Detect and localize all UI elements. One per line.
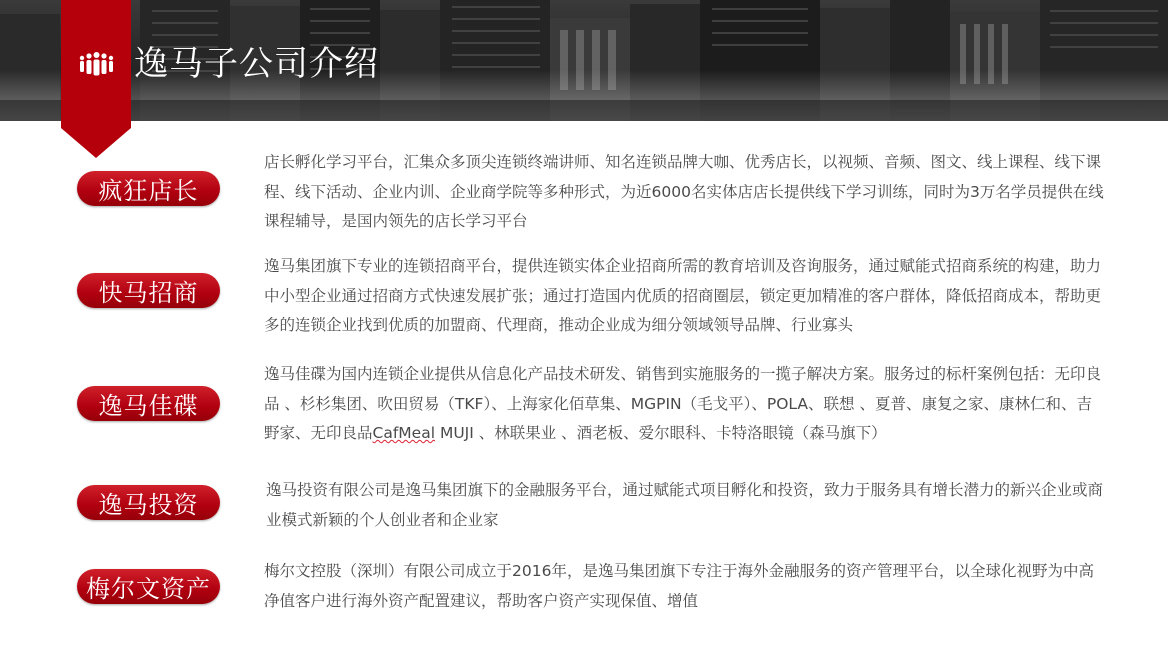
title-ribbon bbox=[61, 0, 131, 158]
description-text: 逸马佳碟为国内连锁企业提供从信息化产品技术研发、销售到实施服务的一揽子解决方案。服务过的标杆案例包括：无印良品 、杉杉集团、吹田贸易（TKF）、上海家化佰草集、MGPIN（毛戈平）、POLA、联想 、夏普、康复之家、康林仁和、吉野家、无印良品 bbox=[264, 365, 1102, 442]
section-description bbox=[264, 360, 1106, 449]
section-description: 店长孵化学习平台，汇集众多顶尖连锁终端讲师、知名连锁品牌大咖、优秀店长，以视频、音频、图文、线上课程、线下课程、线下活动、企业内训、企业商学院等多种形式，为近6000名实体店店长提供线下学习训练，同时为3万名学员提供在线课程辅导，是国内领先的店长学习平台 bbox=[264, 153, 1104, 230]
page-title: 逸马子公司介绍 bbox=[134, 44, 379, 84]
spellcheck-marked-word: CafMeal bbox=[372, 424, 436, 442]
section-label: 快马招商 bbox=[77, 273, 220, 308]
section-label: 逸马佳碟 bbox=[77, 386, 220, 421]
section-description: 梅尔文控股（深圳）有限公司成立于2016年，是逸马集团旗下专注于海外金融服务的资产管理平台，以全球化视野为中高净值客户进行海外资产配置建议，帮助客户资产实现保值、增值 bbox=[264, 562, 1094, 610]
section-label: 疯狂店长 bbox=[77, 171, 220, 206]
description-text: MUJI 、林联果业 、酒老板、爱尔眼科、卡特洛眼镜（森马旗下） bbox=[435, 424, 887, 442]
section-label: 逸马投资 bbox=[77, 485, 220, 520]
section-description: 逸马投资有限公司是逸马集团旗下的金融服务平台，通过赋能式项目孵化和投资，致力于服务具有增长潜力的新兴企业或商业模式新颖的个人创业者和企业家 bbox=[266, 481, 1104, 529]
people-group-icon bbox=[78, 51, 115, 77]
section-description: 逸马集团旗下专业的连锁招商平台，提供连锁实体企业招商所需的教育培训及咨询服务，通过赋能式招商系统的构建，助力中小型企业通过招商方式快速发展扩张；通过打造国内优质的招商圈层，锁定更加精准的客户群体，降低招商成本，帮助更多的连锁企业找到优质的加盟商、代理商，推动企业成为细分领域领导品牌、行业寡头 bbox=[264, 257, 1102, 334]
section-label: 梅尔文资产 bbox=[77, 569, 220, 604]
